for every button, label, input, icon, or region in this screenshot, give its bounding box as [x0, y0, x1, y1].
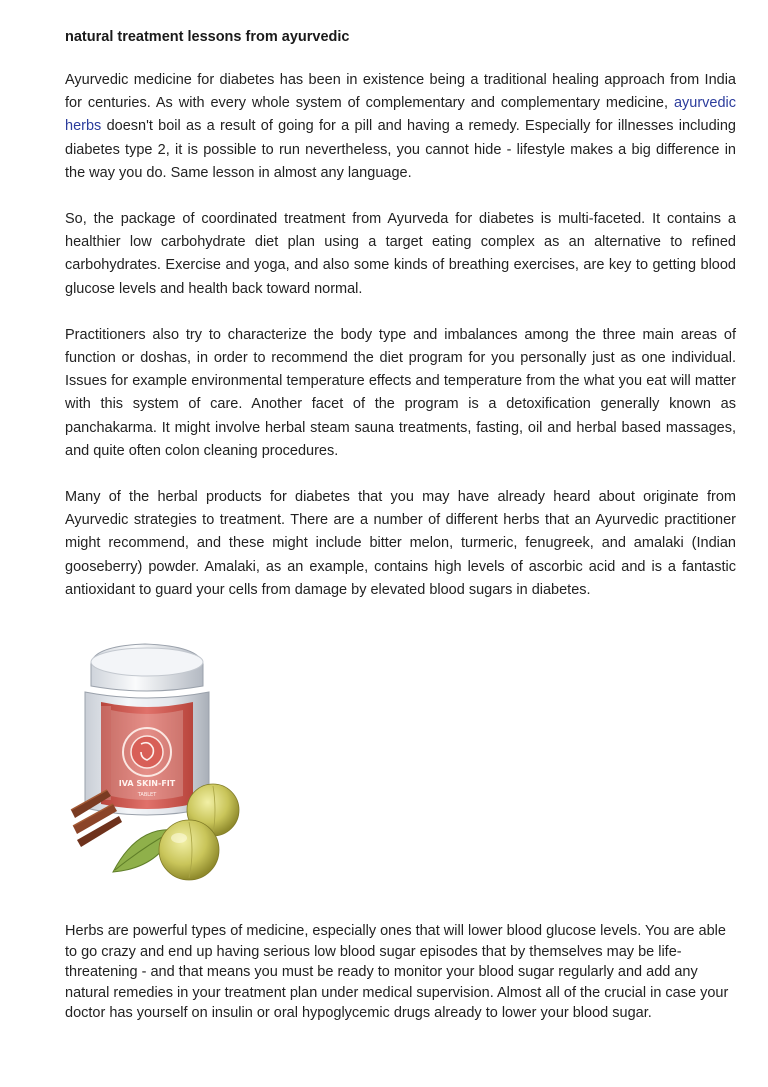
paragraph-treatment-package: So, the package of coordinated treatment from Ayurveda for diabetes is multi-faceted. It contains a healthier low carbohydrate diet plan using a target eating complex as an alternative to refined carbohydrates. Exercise and yoga, and also some kinds of breathing exercises, are key to getting blood glucose levels and health back toward normal. [65, 211, 736, 297]
paragraph-herbal-products: Many of the herbal products for diabetes that you may have already heard about originate from Ayurvedic strategies to treatment. There are a number of different herbs that an Ayurvedic practitioner might recommend, and these might include bitter melon, turmeric, fenugreek, and amalaki (Indian gooseberry) powder. Amalaki, as an example, contains high levels of ascorbic acid and is a fantastic antioxidant to guard your cells from damage by elevated blood sugars in diabetes. [65, 489, 736, 598]
paragraph-doshas: Practitioners also try to characterize the body type and imbalances among the three main areas of function or doshas, in order to recommend the diet program for you personally just as one individual. Issues for example environmental temperature effects and temperature from the what you eat will matter with this system of care. Another facet of the program is a detoxification generally known as panchakarma. It might involve herbal steam sauna treatments, fasting, oil and herbal based massages, and quite often colon cleaning procedures. [65, 326, 736, 459]
label-sub-text: TABLET [137, 792, 157, 798]
label-brand-text: IVA SKIN-FIT [118, 779, 176, 788]
paragraph-intro-text-before: Ayurvedic medicine for diabetes has been in existence being a traditional healing approach from India for centuries. As with every whole system of complementary and complementary medicine, [65, 72, 736, 112]
paragraph-intro-text-after: doesn't boil as a result of going for a pill and having a remedy. Especially for illnesses including diabetes type 2, it is possible to run nevertheless, you cannot hide - lifestyle makes a big difference in the way you do. Same lesson in almost any language. [65, 118, 736, 181]
paragraph-closing: Herbs are powerful types of medicine, especially ones that will lower blood glucose levels. You are able to go crazy and end up having serious low blood sugar episodes that by themselves may be life-threatening - and that means you must be ready to monitor your blood sugar regularly and add any natural remedies in your treatment plan under medical supervision. Almost all of the crucial in case your doctor has yourself on insulin or oral hypoglycemic drugs already to lower your blood sugar. [65, 923, 729, 1022]
document-body [65, 26, 736, 625]
ayurvedic-herbs-link[interactable]: ayurvedic herbs [65, 95, 736, 135]
paragraph-intro [65, 69, 736, 185]
document-title: natural treatment lessons from ayurvedic [65, 29, 350, 45]
product-image [67, 640, 263, 890]
